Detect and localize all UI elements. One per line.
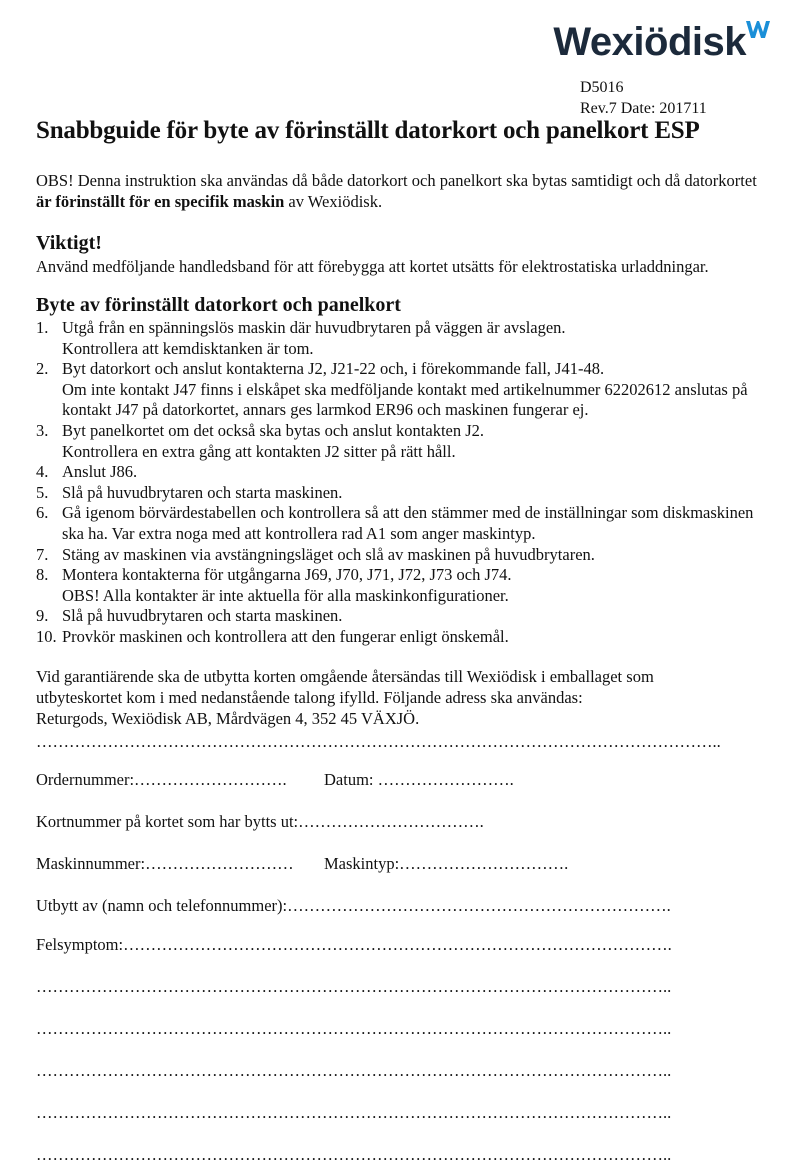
step-line: Gå igenom börvärdestabellen och kontrollera så att den stämmer med de inställningar som diskmaskinen ska ha. Var extra noga med att kontrollera rad A1 som anger maskintyp. (62, 503, 754, 543)
machine-number-field[interactable]: Maskinnummer:……………………… (36, 854, 294, 873)
step-line: Stäng av maskinen via avstängningsläget och slå av maskinen på huvudbrytaren. (62, 544, 595, 564)
document-number: D5016 (580, 79, 624, 96)
step-number: 8. (36, 565, 49, 585)
warranty-line: Vid garantiärende ska de utbytta korten omgående återsändas till Wexiödisk i emballaget som (36, 667, 654, 686)
list-item (36, 565, 776, 606)
step-number: 2. (36, 359, 49, 379)
blank-line[interactable]: …………………………………………………………………………………………………….. (36, 977, 672, 996)
return-address: Returgods, Wexiödisk AB, Mårdvägen 4, 352 45 VÄXJÖ. (36, 709, 420, 728)
warranty-paragraph (36, 666, 654, 729)
important-text: Använd medföljande handledsband för att förebygga att kortet utsätts för elektrostatiska urladdningar. (36, 257, 709, 276)
instruction-steps (36, 318, 776, 648)
list-item (36, 503, 776, 544)
step-number: 1. (36, 318, 49, 337)
step-number: 5. (36, 482, 49, 502)
section-heading: Byte av förinställt datorkort och panelkort (36, 294, 401, 316)
list-item (36, 627, 776, 648)
intro-text-2: av Wexiödisk. (284, 192, 383, 211)
blank-line[interactable]: …………………………………………………………………………………………………….. (36, 1061, 672, 1080)
step-line: Kontrollera att kemdisktanken är tom. (62, 338, 314, 358)
list-item (36, 545, 776, 566)
step-number: 4. (36, 462, 49, 482)
list-item (36, 421, 776, 462)
blank-line[interactable]: …………………………………………………………………………………………………….. (36, 1103, 672, 1122)
document-info (580, 77, 707, 119)
order-number-field[interactable]: Ordernummer:………………………. (36, 770, 287, 789)
intro-text-1: OBS! Denna instruktion ska användas då både datorkort och panelkort ska bytas samtidigt och då datorkortet (36, 171, 757, 190)
step-line: Anslut J86. (62, 462, 138, 482)
blank-line[interactable]: …………………………………………………………………………………………………….. (36, 1019, 672, 1038)
step-line: Montera kontakterna för utgångarna J69, J70, J71, J72, J73 och J74. (62, 565, 512, 585)
list-item (36, 606, 776, 627)
step-line: Byt datorkort och anslut kontakterna J2, J21-22 och, i förekommande fall, J41-48. (62, 359, 605, 379)
document-revision: Rev.7 Date: 201711 (580, 100, 707, 117)
important-heading: Viktigt! (36, 232, 102, 254)
step-line: Slå på huvudbrytaren och starta maskinen. (62, 482, 343, 502)
step-line: OBS! Alla kontakter är inte aktuella för alla maskinkonfigurationer. (62, 585, 509, 605)
company-logo (553, 18, 770, 62)
w-crown-logo-icon (746, 18, 770, 38)
replaced-by-field[interactable]: Utbytt av (namn och telefonnummer):……………………………………………………………. (36, 896, 671, 915)
step-number: 3. (36, 420, 49, 440)
step-number: 6. (36, 503, 49, 523)
symptom-field[interactable]: Felsymptom:………………………………………………………………………………………. (36, 935, 672, 954)
logo-text: Wexiödisk (553, 20, 746, 64)
intro-bold-text: är förinställt för en specifik maskin (36, 192, 285, 211)
list-item (36, 462, 776, 483)
list-item (36, 483, 776, 504)
step-number: 10. (36, 626, 57, 646)
machine-type-field[interactable]: Maskintyp:…………………………. (324, 854, 569, 873)
step-number: 9. (36, 606, 49, 626)
list-item (36, 318, 776, 359)
step-line: Om inte kontakt J47 finns i elskåpet ska medföljande kontakt med artikelnummer 62202612 anslutas på kontakt J47 på datorkortet, annars ges larmkod ER96 och maskinen fungerar ej. (62, 379, 748, 420)
step-number: 7. (36, 544, 49, 564)
page-title: Snabbguide för byte av förinställt datorkort och panelkort ESP (36, 117, 700, 144)
step-line: Utgå från en spänningslös maskin där huvudbrytaren på väggen är avslagen. (62, 318, 566, 337)
step-line: Provkör maskinen och kontrollera att den fungerar enligt önskemål. (62, 626, 509, 646)
intro-paragraph (36, 170, 766, 212)
blank-line[interactable]: …………………………………………………………………………………………………….. (36, 1145, 672, 1164)
step-line: Byt panelkortet om det också ska bytas och anslut kontakten J2. (62, 420, 485, 440)
date-field[interactable]: Datum: ……………………. (324, 770, 514, 789)
card-number-field[interactable]: Kortnummer på kortet som har bytts ut:……………………………. (36, 812, 484, 831)
warranty-line: utbyteskortet kom i med nedanstående talong ifylld. Följande adress ska användas: (36, 688, 583, 707)
form-separator: …………………………………………………………………………………………………………….. (36, 732, 721, 751)
step-line: Slå på huvudbrytaren och starta maskinen. (62, 606, 343, 626)
list-item (36, 359, 776, 421)
step-line: Kontrollera en extra gång att kontakten J2 sitter på rätt håll. (62, 441, 456, 461)
